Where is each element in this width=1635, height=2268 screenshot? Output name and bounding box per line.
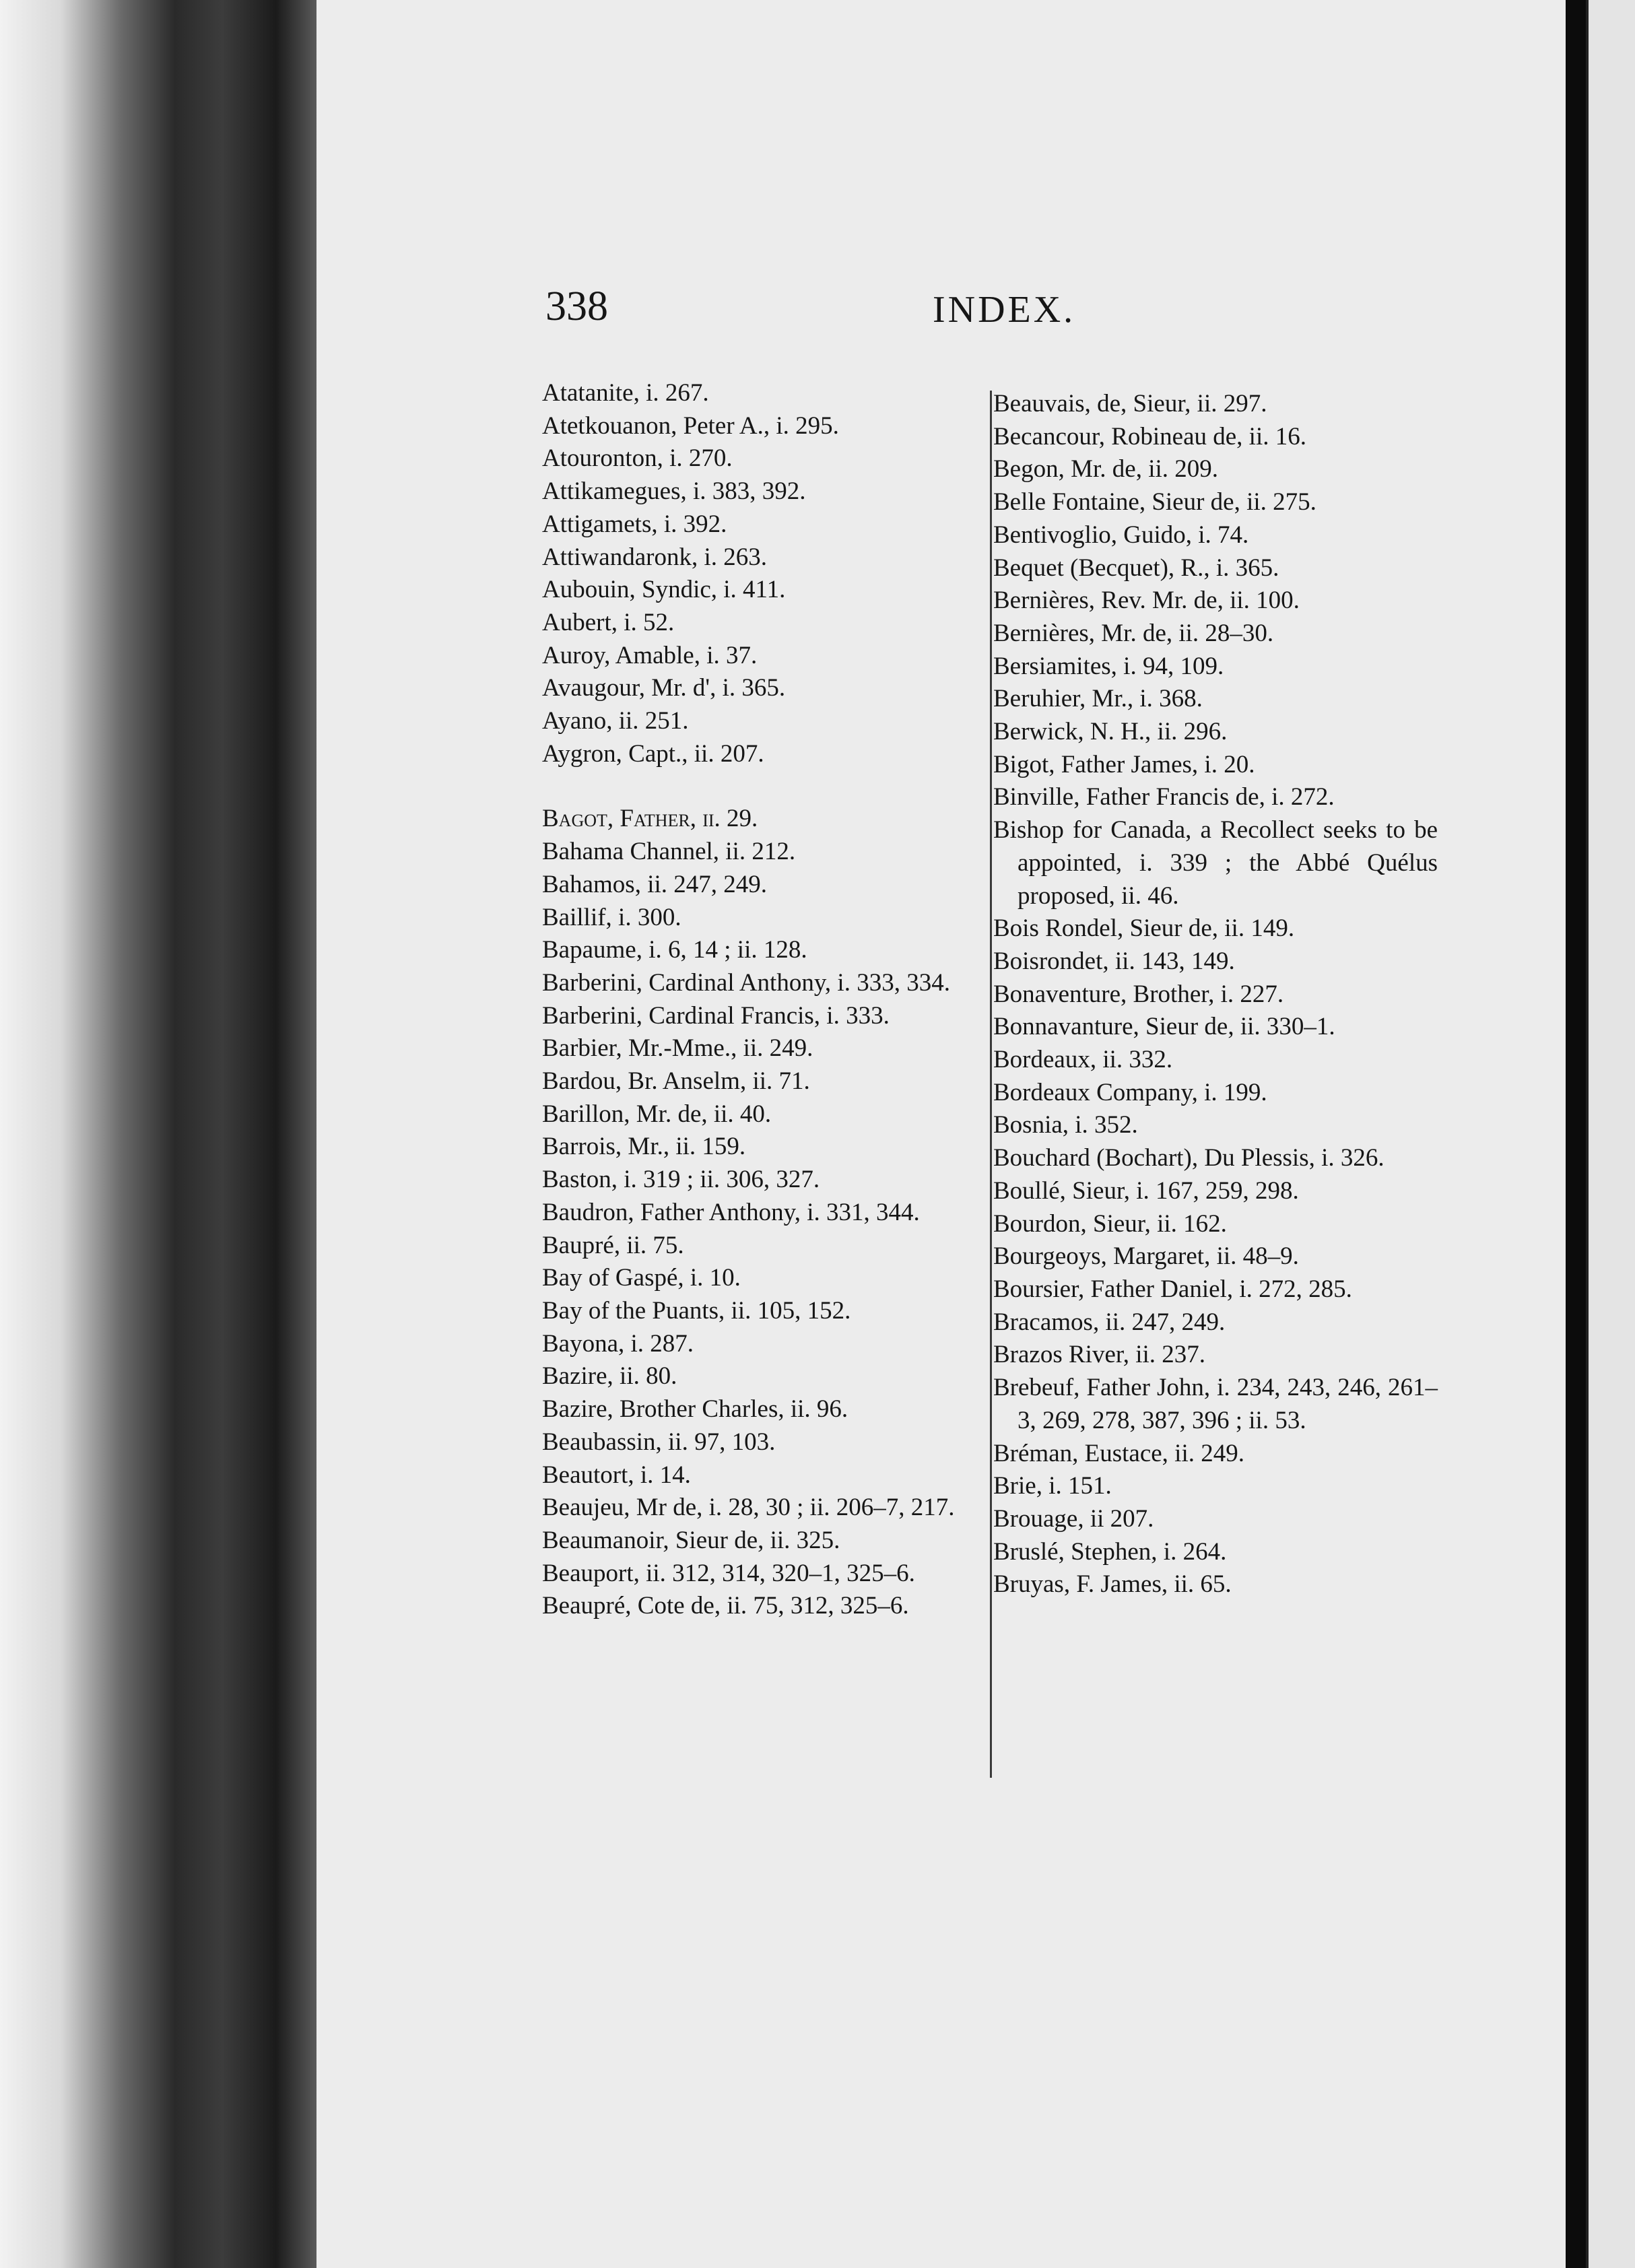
- book-binding-edge: [0, 0, 316, 2268]
- index-entry: Atouronton, i. 270.: [542, 444, 733, 473]
- index-entry: Bracamos, ii. 247, 249.: [993, 1308, 1226, 1336]
- index-entry: Bordeaux, ii. 332.: [993, 1046, 1173, 1074]
- index-entry: Becancour, Robineau de, ii. 16.: [993, 422, 1306, 451]
- index-entry: Bernières, Mr. de, ii. 28–30.: [993, 619, 1274, 647]
- index-entry: Attikamegues, i. 383, 392.: [542, 477, 806, 506]
- index-entry: Baudron, Father Anthony, i. 331, 344.: [542, 1198, 920, 1226]
- index-entry: Bourgeoys, Margaret, ii. 48–9.: [993, 1242, 1299, 1271]
- index-entry: Bequet (Becquet), R., i. 365.: [993, 554, 1279, 582]
- index-entry: Beauport, ii. 312, 314, 320–1, 325–6.: [542, 1559, 915, 1587]
- index-entry: Beaubassin, ii. 97, 103.: [542, 1428, 776, 1456]
- index-entry: Attiwandaronk, i. 263.: [542, 543, 767, 571]
- index-entry: Boursier, Father Daniel, i. 272, 285.: [993, 1275, 1352, 1303]
- index-entry: Beaujeu, Mr de, i. 28, 30 ; ii. 206–7, 217.: [542, 1494, 955, 1522]
- index-entry: Boullé, Sieur, i. 167, 259, 298.: [993, 1176, 1299, 1205]
- index-entry: Berwick, N. H., ii. 296.: [993, 718, 1228, 746]
- index-entry: Bordeaux Company, i. 199.: [993, 1078, 1267, 1106]
- index-entry: Bonnavanture, Sieur de, ii. 330–1.: [993, 1013, 1335, 1041]
- index-entry: Baillif, i. 300.: [542, 903, 681, 931]
- index-entry: Bersiamites, i. 94, 109.: [993, 652, 1224, 680]
- index-entry: Bigot, Father James, i. 20.: [993, 750, 1255, 778]
- index-entry: Bishop for Canada, a Recollect seeks to be appointed, i. 339 ; the Abbé Quélus proposed, ii. 46.: [993, 816, 1438, 910]
- running-title: INDEX.: [933, 289, 1076, 331]
- index-column-right: [993, 388, 1438, 1601]
- index-entry: Bazire, Brother Charles, ii. 96.: [542, 1395, 848, 1424]
- index-column-left: [542, 377, 987, 1623]
- index-entry: Belle Fontaine, Sieur de, ii. 275.: [993, 488, 1316, 516]
- index-entry: Baston, i. 319 ; ii. 306, 327.: [542, 1166, 820, 1194]
- index-entry: Atatanite, i. 267.: [542, 379, 709, 407]
- index-entry: Bahamos, ii. 247, 249.: [542, 870, 768, 898]
- index-entry: Bay of the Puants, ii. 105, 152.: [542, 1296, 851, 1325]
- index-entry: Bernières, Rev. Mr. de, ii. 100.: [993, 587, 1300, 615]
- index-entry: Bayona, i. 287.: [542, 1329, 694, 1358]
- index-entry: Brazos River, ii. 237.: [993, 1341, 1206, 1369]
- index-entry: Beruhier, Mr., i. 368.: [993, 685, 1203, 713]
- index-entry: Barberini, Cardinal Francis, i. 333.: [542, 1001, 890, 1030]
- page-header: [316, 283, 1566, 343]
- index-entry: Brebeuf, Father John, i. 234, 243, 246, 261–3, 269, 278, 387, 396 ; ii. 53.: [993, 1374, 1438, 1434]
- index-entry: Boisrondet, ii. 143, 149.: [993, 947, 1235, 975]
- index-entry: Bahama Channel, ii. 212.: [542, 838, 796, 866]
- next-page-edge: [1586, 0, 1635, 2268]
- index-entry: Attigamets, i. 392.: [542, 510, 727, 538]
- index-entry: Binville, Father Francis de, i. 272.: [993, 783, 1335, 811]
- index-entry: Bagot, Father, ii. 29.: [542, 805, 758, 833]
- index-entry: Bréman, Eustace, ii. 249.: [993, 1439, 1244, 1467]
- index-entry: Bosnia, i. 352.: [993, 1111, 1138, 1139]
- index-entry: Barillon, Mr. de, ii. 40.: [542, 1100, 772, 1128]
- index-entry: Beaupré, Cote de, ii. 75, 312, 325–6.: [542, 1592, 909, 1620]
- index-entry: Beauvais, de, Sieur, ii. 297.: [993, 390, 1267, 418]
- index-entry: Begon, Mr. de, ii. 209.: [993, 455, 1219, 483]
- index-entry: Aubouin, Syndic, i. 411.: [542, 576, 786, 604]
- index-entry: Bourdon, Sieur, ii. 162.: [993, 1209, 1227, 1238]
- index-entry: Beautort, i. 14.: [542, 1461, 691, 1489]
- index-entry: Bapaume, i. 6, 14 ; ii. 128.: [542, 936, 807, 964]
- index-entry: Atetkouanon, Peter A., i. 295.: [542, 411, 839, 440]
- index-entry: Bois Rondel, Sieur de, ii. 149.: [993, 914, 1295, 943]
- index-entry: Bonaventure, Brother, i. 227.: [993, 980, 1284, 1008]
- index-entry: Aubert, i. 52.: [542, 608, 675, 636]
- index-entry: Beaumanoir, Sieur de, ii. 325.: [542, 1526, 840, 1554]
- index-entry: Bentivoglio, Guido, i. 74.: [993, 521, 1249, 549]
- index-entry: Avaugour, Mr. d', i. 365.: [542, 674, 786, 702]
- page-number: 338: [545, 284, 608, 329]
- index-entry: Brouage, ii 207.: [993, 1504, 1154, 1533]
- index-entry: Ayano, ii. 251.: [542, 707, 689, 735]
- index-entry: Bardou, Br. Anselm, ii. 71.: [542, 1067, 810, 1096]
- index-entry: Brie, i. 151.: [993, 1472, 1112, 1500]
- index-entry: Baupré, ii. 75.: [542, 1231, 684, 1259]
- index-entry: Auroy, Amable, i. 37.: [542, 641, 758, 669]
- index-entry: Bruyas, F. James, ii. 65.: [993, 1570, 1232, 1599]
- index-entry: Aygron, Capt., ii. 207.: [542, 739, 764, 768]
- index-entry: Bouchard (Bochart), Du Plessis, i. 326.: [993, 1144, 1384, 1172]
- index-entry: Barberini, Cardinal Anthony, i. 333, 334.: [542, 968, 950, 997]
- index-entry: Bruslé, Stephen, i. 264.: [993, 1537, 1227, 1566]
- book-page: [316, 0, 1566, 2268]
- column-divider: [990, 391, 992, 1778]
- index-entry: Bazire, ii. 80.: [542, 1362, 677, 1391]
- index-entry: Barrois, Mr., ii. 159.: [542, 1133, 746, 1161]
- index-entry: Barbier, Mr.-Mme., ii. 249.: [542, 1034, 813, 1063]
- index-entry: Bay of Gaspé, i. 10.: [542, 1264, 741, 1292]
